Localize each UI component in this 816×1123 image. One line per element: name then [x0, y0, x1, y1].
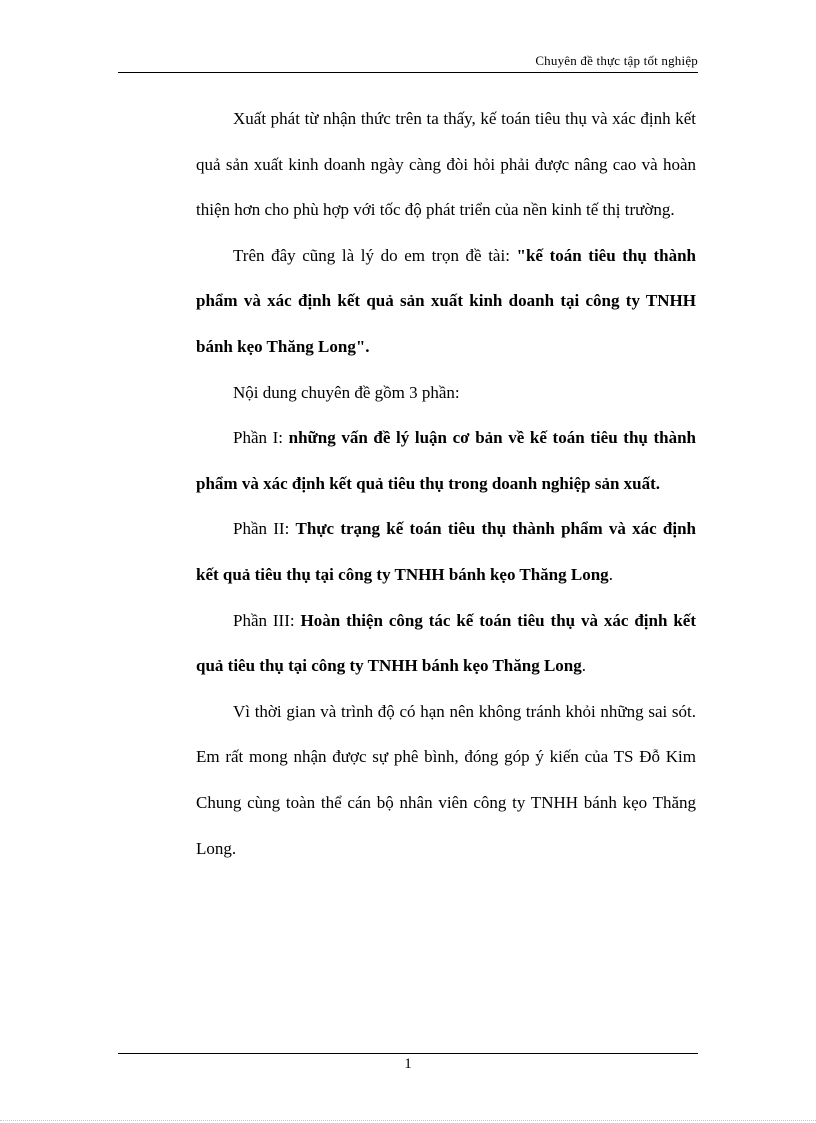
- header-rule: [118, 72, 698, 73]
- part-2-end: .: [608, 564, 613, 584]
- page-number: 1: [404, 1056, 412, 1072]
- part-1-label: Phần I:: [233, 428, 289, 448]
- document-body: [196, 96, 696, 871]
- part-3-title: Hoàn thiện công tác kế toán tiêu thụ và xác định kết quả tiêu thụ tại công ty TNHH bánh kẹo Thăng Long: [196, 610, 696, 676]
- page-edge-dotted-line: [0, 1120, 816, 1121]
- paragraph-topic: [196, 233, 696, 370]
- topic-intro-text: Trên đây cũng là lý do em trọn đề tài:: [233, 245, 517, 265]
- footer-rule: [118, 1053, 698, 1054]
- paragraph-part-1: [196, 415, 696, 506]
- part-2-label: Phần II:: [233, 519, 296, 539]
- part-3-end: .: [581, 656, 587, 676]
- paragraph-part-3: [196, 598, 696, 689]
- part-1-title: những vấn đề lý luận cơ bản về kế toán tiêu thụ thành phẩm và xác định kết quả tiêu thụ trong doanh nghiệp sản xuất.: [196, 428, 696, 493]
- part-2-title: Thực trạng kế toán tiêu thụ thành phẩm và xác định kết quả tiêu thụ tại công ty TNHH bánh kẹo Thăng Long: [196, 519, 697, 584]
- running-header: Chuyên đề thực tập tốt nghiệp: [535, 53, 698, 68]
- paragraph-contents-intro: Nội dung chuyên đề gồm 3 phần:: [233, 382, 460, 402]
- topic-title: "kế toán tiêu thụ thành phẩm và xác định kết quả sản xuất kinh doanh tại công ty TNHH bánh kẹo Thăng Long".: [196, 245, 696, 356]
- paragraph-closing: Vì thời gian và trình độ có hạn nên không tránh khỏi những sai sót. Em rất mong nhận được sự phê bình, đóng góp ý kiến của TS Đỗ Kim Chung cùng toàn thể cán bộ nhân viên công ty TNHH bánh kẹo Thăng Long.: [196, 701, 696, 858]
- part-3-label: Phần III:: [233, 610, 301, 630]
- paragraph-introduction: Xuất phát từ nhận thức trên ta thấy, kế toán tiêu thụ và xác định kết quả sản xuất kinh doanh ngày càng đòi hỏi phải được nâng cao và hoàn thiện hơn cho phù hợp với tốc độ phát triển của nền kinh tế thị trường.: [196, 109, 696, 220]
- paragraph-part-2: [196, 506, 696, 597]
